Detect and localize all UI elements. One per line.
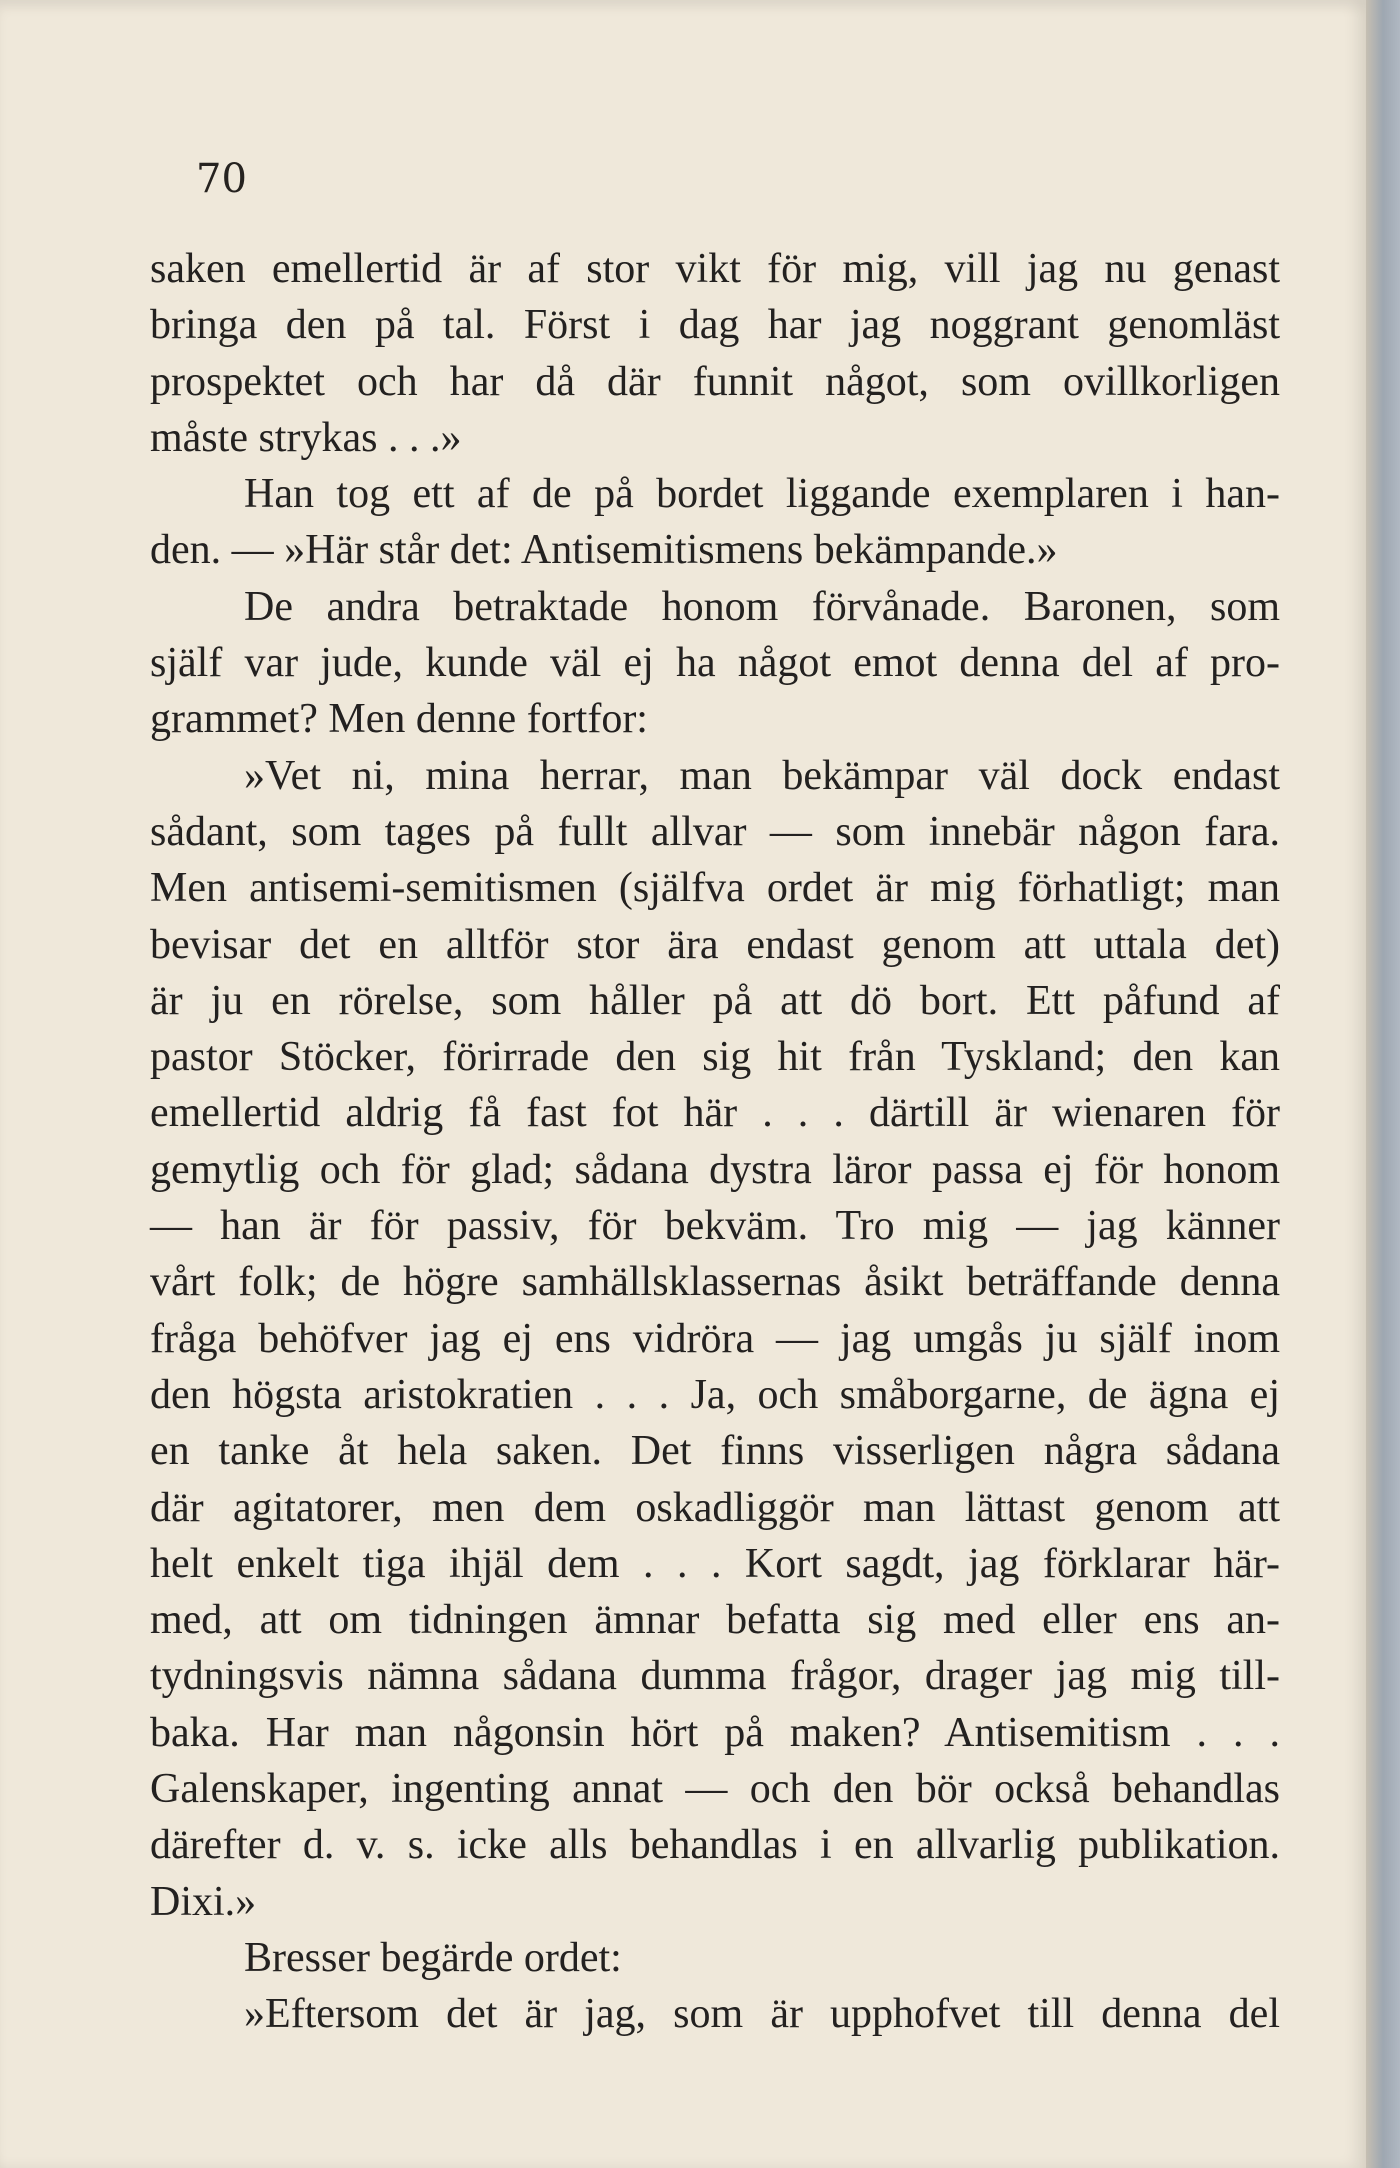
text-line: Men antisemi-semitismen (själfva ordet är mig förhatligt; man [150,865,1280,912]
text-line: med, att om tidningen ämnar befatta sig med eller ens an- [150,1597,1280,1644]
text-line: »Eftersom det är jag, som är upphofvet till denna del [244,1991,1280,2038]
text-line: baka. Har man någonsin hört på maken? Antisemitism . . . [150,1709,1280,1756]
body-text [150,241,1280,2043]
text-line: bevisar det en alltför stor ära endast genom att uttala det) [150,921,1280,968]
text-line: gemytlig och för glad; sådana dystra läror passa ej för honom [150,1146,1280,1193]
text-line: fråga behöfver jag ej ens vidröra — jag umgås ju själf inom [150,1315,1280,1362]
text-line: Dixi.» [150,1878,257,1925]
text-line: saken emellertid är af stor vikt för mig, vill jag nu genast [150,246,1280,292]
text-line: grammet? Men denne fortfor: [150,696,648,743]
text-line: pastor Stöcker, förirrade den sig hit från Tyskland; den kan [150,1034,1280,1081]
text-line: Han tog ett af de på bordet liggande exemplaren i han- [244,471,1280,518]
text-line: tydningsvis nämna sådana dumma frågor, drager jag mig till- [150,1653,1280,1700]
text-line: den. — »Här står det: Antisemitismens bekämpande.» [150,527,1058,574]
text-line: prospektet och har då där funnit något, som ovillkorligen [150,358,1280,405]
text-line: själf var jude, kunde väl ej ha något emot denna del af pro- [150,640,1280,687]
text-line: helt enkelt tiga ihjäl dem . . . Kort sagdt, jag förklarar här- [150,1540,1280,1587]
text-line: är ju en rörelse, som håller på att dö bort. Ett påfund af [150,977,1280,1024]
text-line: — han är för passiv, för bekväm. Tro mig — jag känner [150,1203,1280,1250]
page-number: 70 [196,156,247,202]
text-line: därefter d. v. s. icke alls behandlas i en allvarlig publikation. [150,1822,1280,1869]
page-edge [1366,0,1400,2168]
text-line: en tanke åt hela saken. Det finns visserligen några sådana [150,1428,1280,1475]
text-line: emellertid aldrig få fast fot här . . . därtill är wienaren för [150,1090,1280,1137]
text-line: »Vet ni, mina herrar, man bekämpar väl dock endast [244,752,1280,799]
text-line: Galenskaper, ingenting annat — och den bör också behandlas [150,1766,1280,1813]
text-line: Bresser begärde ordet: [244,1934,622,1981]
text-line: De andra betraktade honom förvånade. Baronen, som [244,583,1280,630]
text-line: vårt folk; de högre samhällsklassernas åsikt beträffande denna [150,1259,1280,1306]
text-line: där agitatorer, men dem oskadliggör man lättast genom att [150,1484,1280,1531]
text-line: sådant, som tages på fullt allvar — som innebär någon fara. [150,808,1280,855]
text-line: den högsta aristokratien . . . Ja, och småborgarne, de ägna ej [150,1371,1280,1418]
text-line: bringa den på tal. Först i dag har jag noggrant genomläst [150,302,1280,349]
text-line: måste strykas . . .» [150,414,462,461]
